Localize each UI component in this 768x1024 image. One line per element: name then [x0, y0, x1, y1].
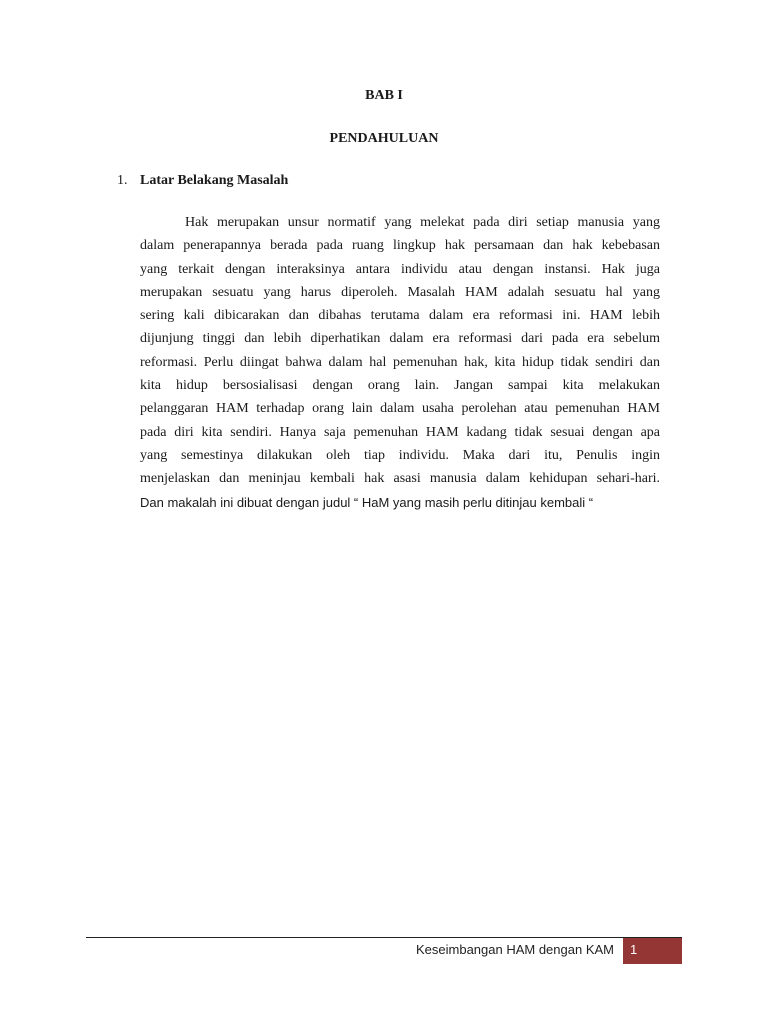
paragraph-line: Dan makalah ini dibuat dengan judul “ HaM yang masih perlu ditinjau kembali “: [140, 494, 594, 510]
footer-title: Keseimbangan HAM dengan KAM: [415, 942, 614, 957]
paragraph-line: kita hidup bersosialisasi dengan orang lain. Jangan sampai kita melakukan: [140, 378, 660, 394]
page-number-badge: 1: [623, 938, 682, 964]
paragraph-line: dijunjung tinggi dan lebih diperhatikan dalam era reformasi dari pada era sebelum: [140, 331, 660, 347]
chapter-heading: BAB I: [365, 88, 403, 103]
section-heading: [117, 173, 288, 189]
paragraph-line: yang semestinya dilakukan oleh tiap individu. Maka dari itu, Penulis ingin: [140, 447, 660, 463]
paragraph-line: pada diri kita sendiri. Hanya saja pemenuhan HAM kadang tidak sesuai dengan apa: [140, 424, 660, 440]
paragraph-line: merupakan sesuatu yang harus diperoleh. Masalah HAM adalah sesuatu hal yang: [140, 284, 660, 300]
paragraph-line: dalam penerapannya berada pada ruang lingkup hak persamaan dan hak kebebasan: [140, 238, 660, 254]
paragraph-line: menjelaskan dan meninjau kembali hak asasi manusia dalam kehidupan sehari-hari.: [140, 471, 660, 487]
paragraph-line: sering kali dibicarakan dan dibahas terutama dalam era reformasi ini. HAM lebih: [140, 308, 660, 324]
section-number: 1.: [117, 173, 128, 188]
paragraph-line: Hak merupakan unsur normatif yang melekat pada diri setiap manusia yang: [185, 215, 660, 230]
section-title: Latar Belakang Masalah: [140, 173, 289, 188]
footer-divider: [86, 937, 682, 938]
chapter-title: PENDAHULUAN: [329, 131, 439, 146]
body-paragraph: [140, 211, 660, 514]
paragraph-line: reformasi. Perlu diingat bahwa dalam hal pemenuhan hak, kita hidup tidak sendiri dan: [140, 354, 660, 370]
paragraph-line: yang terkait dengan interaksinya antara individu atau dengan instansi. Hak juga: [140, 261, 660, 277]
paragraph-line: pelanggaran HAM terhadap orang lain dalam usaha perolehan atau pemenuhan HAM: [140, 401, 660, 417]
